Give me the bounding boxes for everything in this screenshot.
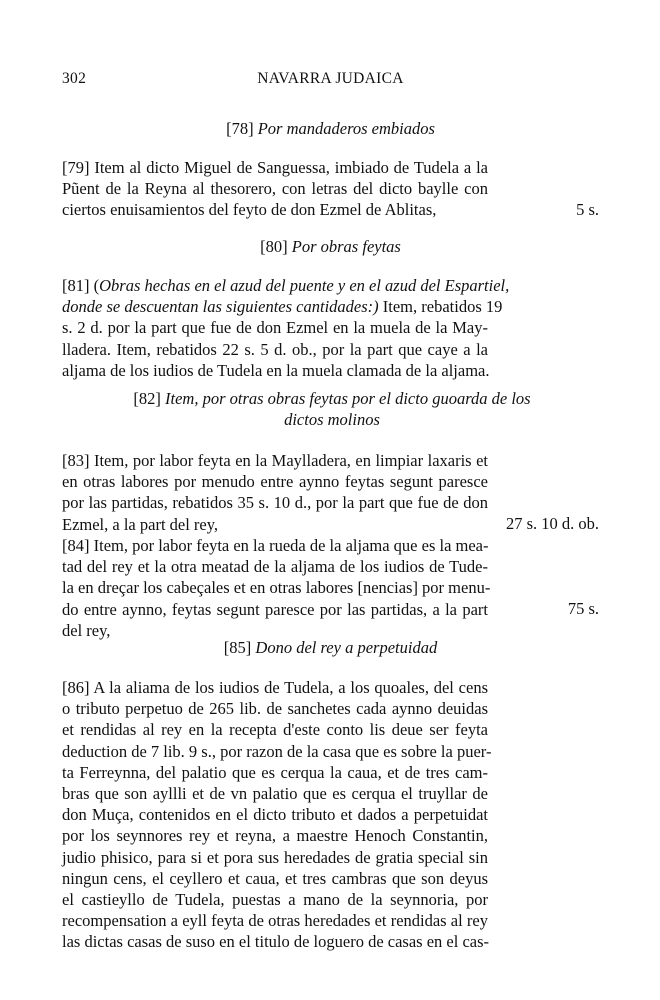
section-title: Por obras feytas bbox=[291, 237, 401, 256]
text-line: recompensation a eyll feyta de otras heredades et rendidas al rey bbox=[62, 911, 488, 931]
section-number: [78] bbox=[226, 119, 254, 138]
text-line: la en dreçar los cabeçales et en otras labores [nencias] por menu- bbox=[62, 578, 491, 598]
page bbox=[62, 0, 599, 1000]
text-line: lladera. Item, rebatidos 22 s. 5 d. ob., por la part que caye a la bbox=[62, 339, 488, 359]
paragraph-86 bbox=[62, 677, 492, 953]
amount-79: 5 s. bbox=[576, 200, 599, 219]
text-line: tad del rey et la otra meatad de la aljama de los iudios de Tude- bbox=[62, 557, 488, 577]
book-title: NAVARRA JUDAICA bbox=[257, 70, 404, 87]
text-line: et rendidas al rey en la recepta d'este conto lis deue ser feyta bbox=[62, 720, 488, 740]
amount-83: 27 s. 10 d. ob. bbox=[505, 514, 599, 533]
text-line: las dictas casas de suso en el titulo de loguero de casas en el cas- bbox=[62, 932, 490, 952]
text-line: judio phisico, para si et pora sus heredades de gratia special sin bbox=[62, 847, 488, 867]
text-line: deduction de 7 lib. 9 s., por razon de la casa que es sobre la puer- bbox=[62, 741, 492, 761]
paragraph-number: [81] bbox=[62, 276, 90, 295]
text-segment: Item, rebatidos 19 bbox=[382, 297, 503, 317]
paragraph-81 bbox=[62, 275, 510, 381]
paragraph-84 bbox=[62, 535, 491, 641]
running-head bbox=[62, 70, 599, 92]
section-heading-85 bbox=[62, 637, 599, 658]
text-line: bras que son ayllli et de vn palatio que es cerqua el truyllar de bbox=[62, 784, 488, 804]
page-number: 302 bbox=[62, 70, 87, 87]
text-line: do entre aynno, feytas segunt paresce por las partidas, a la part bbox=[62, 599, 488, 619]
text-line: don Muça, contenidos en el dicto tributo et dados a perpetuidat bbox=[62, 805, 488, 825]
text-line: [84] Item, por labor feyta en la rueda de la aljama que es la mea- bbox=[62, 536, 489, 555]
section-heading-82 bbox=[132, 388, 532, 430]
section-title: Dono del rey a perpetuidad bbox=[255, 638, 438, 657]
section-title: Por mandaderos embiados bbox=[257, 119, 435, 138]
section-heading-80 bbox=[62, 236, 599, 257]
paragraph-79 bbox=[62, 157, 488, 221]
section-number: [82] bbox=[133, 389, 161, 408]
text-line: [79] Item al dicto Miguel de Sanguessa, imbiado de Tudela a la bbox=[62, 158, 488, 177]
text-line: ciertos enuisamientos del feyto de don Ezmel de Ablitas, bbox=[62, 200, 437, 220]
text-line: Ezmel, a la part del rey, bbox=[62, 514, 219, 534]
text-line: [81] (Obras hechas en el azud del puente y en el azud del Espartiel, bbox=[62, 276, 510, 295]
section-title-continued: dictos molinos bbox=[284, 410, 380, 429]
text-line: ta Ferreynna, del palatio que es cerqua la caua, et de tres cam- bbox=[62, 762, 488, 782]
text-line: en otras labores por menudo entre aynno feytas segunt paresce bbox=[62, 472, 488, 492]
text-line: por las partidas, rebatidos 35 s. 10 d., por la part que fue de don bbox=[62, 493, 488, 513]
text-line: [86] A la aliama de los iudios de Tudela, a los quoales, del cens bbox=[62, 678, 488, 697]
text-line: el castieyllo de Tudela, puestas a mano de la seynnoria, por bbox=[62, 890, 488, 910]
section-number: [85] bbox=[223, 638, 252, 657]
text-line: del rey, bbox=[62, 620, 111, 640]
section-heading-78 bbox=[62, 118, 599, 139]
italic-note: donde se descuentan las siguientes cantidades:) bbox=[62, 297, 379, 317]
paragraph-83 bbox=[62, 450, 488, 535]
text-line: o tributo perpetuo de 265 lib. de sanchetes cada aynno deuidas bbox=[62, 699, 488, 719]
text-line: [83] Item, por labor feyta en la Maylladera, en limpiar laxaris et bbox=[62, 451, 488, 470]
text-line: aljama de los iudios de Tudela en la muela clamada de la aljama. bbox=[62, 360, 490, 380]
section-title: Item, por otras obras feytas por el dicto guoarda de los bbox=[165, 389, 531, 408]
italic-note: Obras hechas en el azud del puente y en el azud del Espartiel, bbox=[99, 276, 510, 295]
text-line: s. 2 d. por la part que fue de don Ezmel en la muela de la May- bbox=[62, 318, 488, 338]
amount-84: 75 s. bbox=[567, 599, 599, 618]
text-line bbox=[62, 296, 503, 317]
section-number: [80] bbox=[260, 237, 288, 256]
text-line: por los seynnores rey et reyna, a maestre Henoch Constantin, bbox=[62, 826, 488, 846]
text-line: Pũent de la Reyna al thesorero, con letras del dicto baylle con bbox=[62, 179, 488, 199]
text-line: ningun cens, el ceyllero et caua, et tres cambras que son deyus bbox=[62, 868, 488, 888]
